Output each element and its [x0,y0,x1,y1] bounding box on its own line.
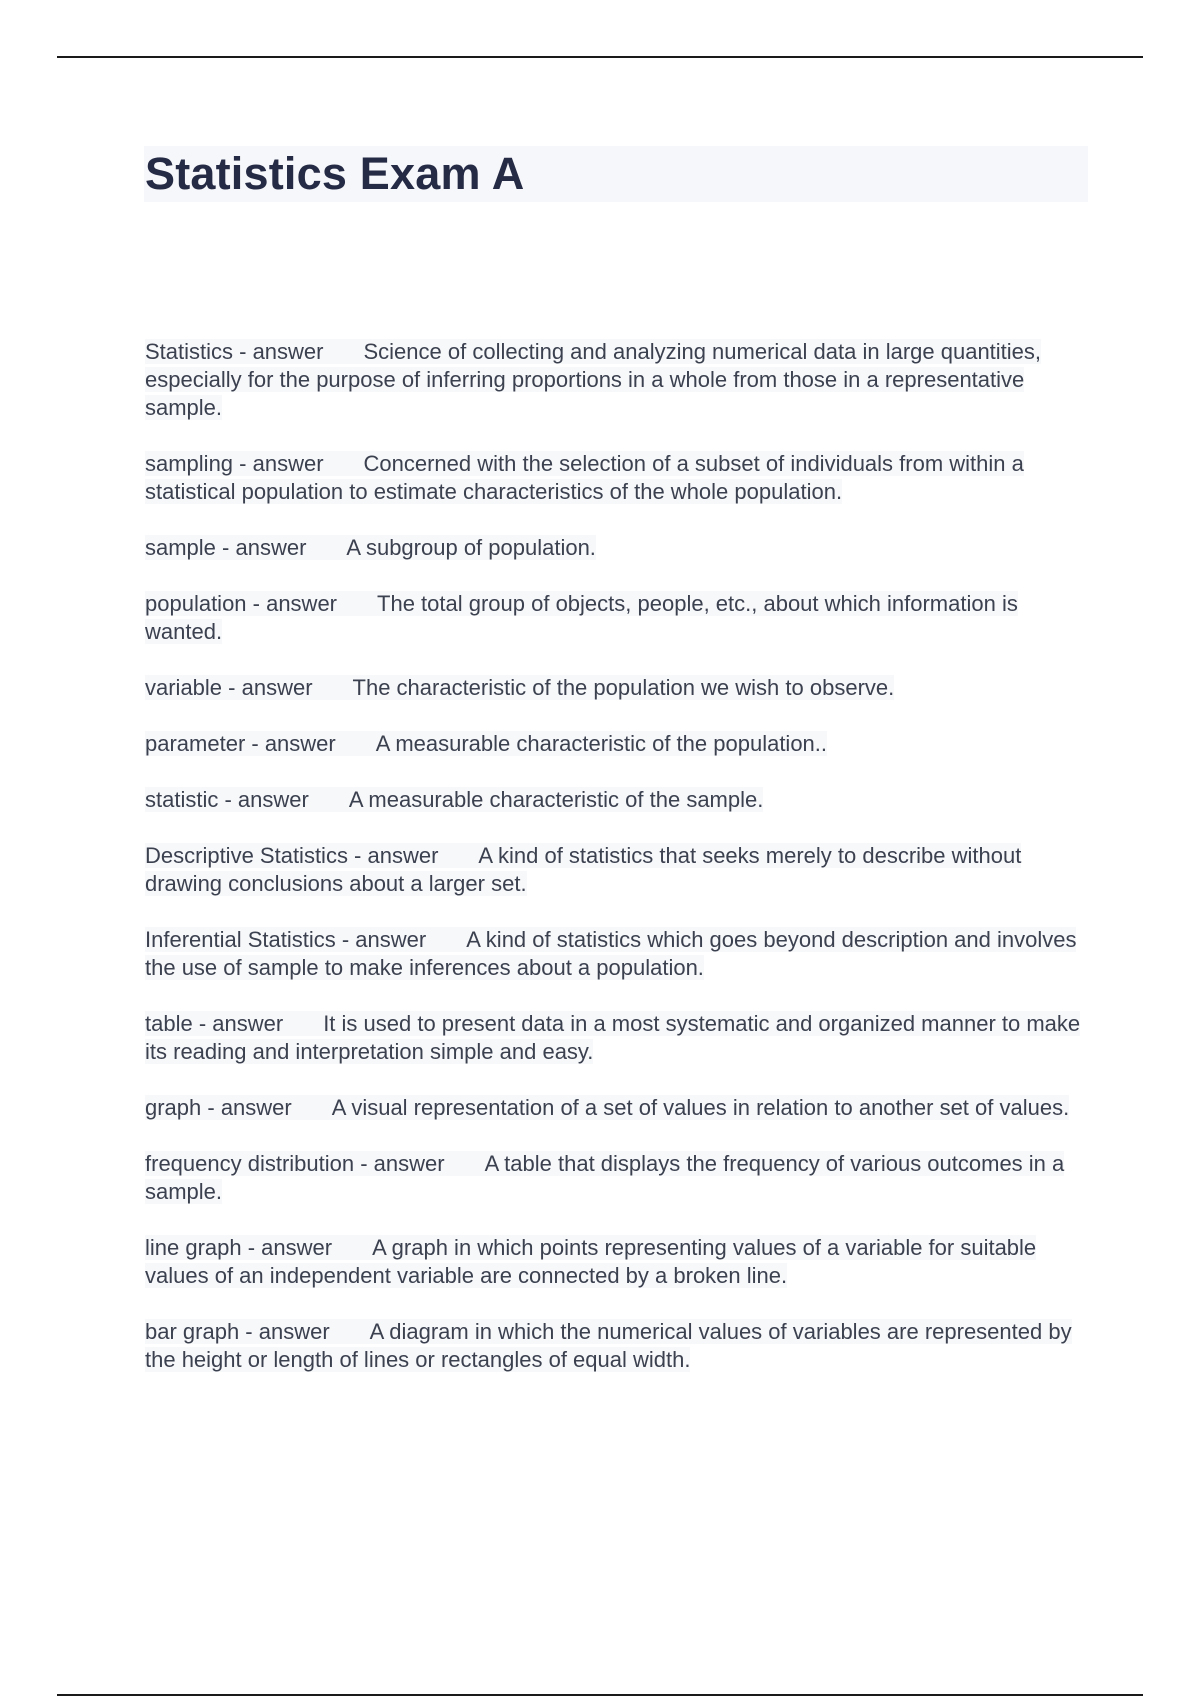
entry-definition: A graph in which points representing values of a variable for suitable values of an independent variable are connected by a broken line. [145,1235,1037,1288]
entry-term: bar graph - answer [145,1319,330,1344]
entry-definition: A kind of statistics which goes beyond description and involves the use of sample to make inferences about a population. [145,927,1077,980]
flashcard-entry [145,926,1090,982]
flashcard-entry [145,1094,1090,1122]
entry-definition: A diagram in which the numerical values of variables are represented by the height or length of lines or rectangles of equal width. [145,1319,1072,1372]
flashcard-entry [145,1318,1090,1374]
entry-term: Statistics - answer [145,339,324,364]
entry-definition: Concerned with the selection of a subset of individuals from within a statistical population to estimate characteristics of the whole population. [145,451,1024,504]
flashcard-entry [145,450,1090,506]
entry-definition: A measurable characteristic of the sample. [348,787,764,812]
flashcard-entry [145,1150,1090,1206]
top-rule [57,56,1143,58]
flashcard-list [145,338,1090,1402]
entry-term: variable - answer [145,675,313,700]
entry-term: statistic - answer [145,787,309,812]
entry-term: sampling - answer [145,451,324,476]
entry-term: line graph - answer [145,1235,333,1260]
flashcard-entry [145,786,1090,814]
entry-definition: The characteristic of the population we wish to observe. [352,675,895,700]
page-title: Statistics Exam A [145,148,525,199]
entry-term: graph - answer [145,1095,292,1120]
entry-definition: A table that displays the frequency of various outcomes in a sample. [145,1151,1065,1204]
bottom-rule [57,1694,1143,1696]
entry-definition: The total group of objects, people, etc., about which information is wanted. [145,591,1018,644]
flashcard-entry [145,842,1090,898]
flashcard-entry [145,674,1090,702]
flashcard-entry [145,534,1090,562]
flashcard-entry [145,590,1090,646]
entry-term: frequency distribution - answer [145,1151,445,1176]
entry-term: table - answer [145,1011,284,1036]
entry-term: Descriptive Statistics - answer [145,843,439,868]
entry-term: sample - answer [145,535,307,560]
entry-term: population - answer [145,591,338,616]
entry-definition: A kind of statistics that seeks merely to describe without drawing conclusions about a larger set. [145,843,1022,896]
flashcard-entry [145,1234,1090,1290]
entry-definition: It is used to present data in a most systematic and organized manner to make its reading and interpretation simple and easy. [145,1011,1081,1064]
entry-term: parameter - answer [145,731,336,756]
entry-definition: Science of collecting and analyzing numerical data in large quantities, especially for the purpose of inferring proportions in a whole from those in a representative sample. [145,339,1042,420]
flashcard-entry [145,1010,1090,1066]
entry-definition: A subgroup of population. [346,535,596,560]
entry-definition: A measurable characteristic of the population.. [375,731,828,756]
flashcard-entry [145,338,1090,422]
entry-definition: A visual representation of a set of values in relation to another set of values. [331,1095,1070,1120]
flashcard-entry [145,730,1090,758]
entry-term: Inferential Statistics - answer [145,927,427,952]
